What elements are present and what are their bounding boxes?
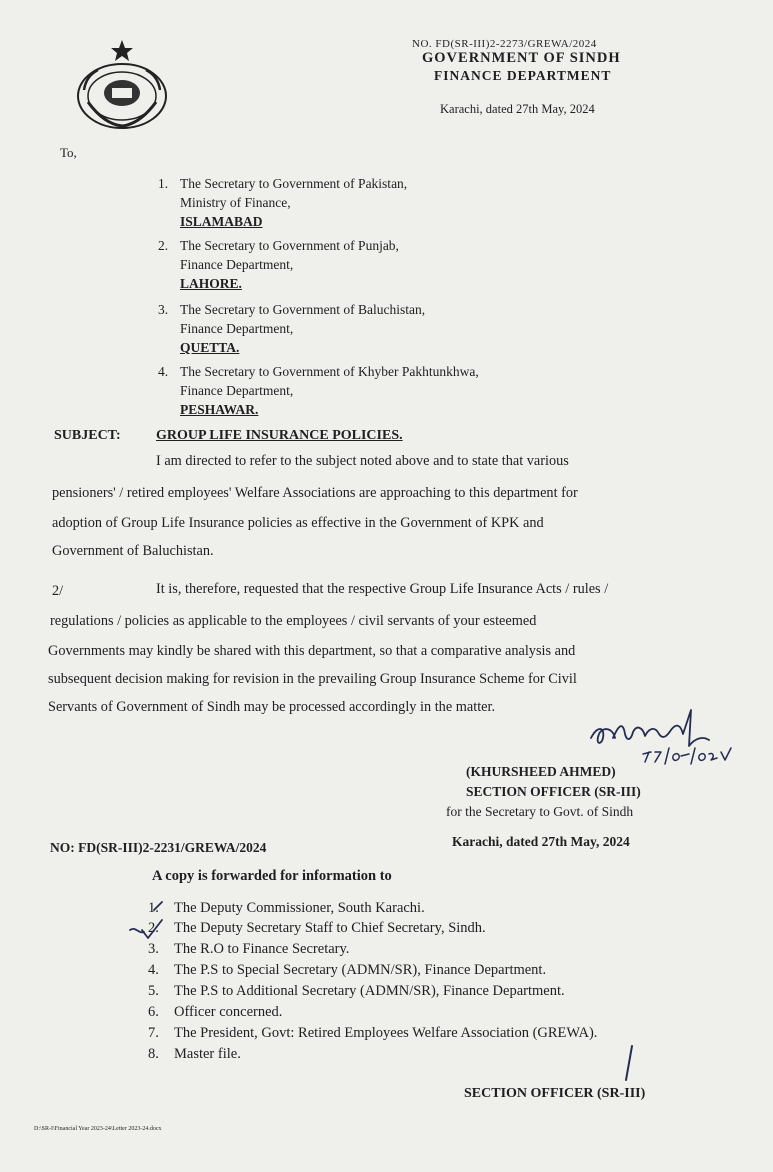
paragraph1-line: pensioners' / retired employees' Welfare Associations are approaching to this department for — [52, 485, 578, 501]
addressee-line2: Finance Department, — [180, 257, 294, 272]
addressee-line2: Ministry of Finance, — [180, 195, 291, 210]
signatory-for-line: for the Secretary to Govt. of Sindh — [446, 804, 634, 819]
copy-item-number: 6. — [148, 1004, 159, 1020]
pen-tick-mark-icon — [128, 900, 172, 944]
copy-item-number: 4. — [148, 962, 159, 978]
paragraph2-line: subsequent decision making for revision in the prevailing Group Insurance Scheme for Civil — [48, 671, 577, 687]
subject-label: SUBJECT: — [54, 428, 121, 443]
copy-item-text: The P.S to Special Secretary (ADMN/SR), Finance Department. — [174, 962, 547, 978]
copy-list — [148, 898, 728, 1078]
paragraph1-line: Government of Baluchistan. — [52, 543, 214, 559]
addressee-line1: The Secretary to Government of Baluchistan, — [180, 302, 426, 317]
subject-text: GROUP LIFE INSURANCE POLICIES. — [156, 428, 403, 443]
copy-item-text: The P.S to Additional Secretary (ADMN/SR), Finance Department. — [174, 983, 565, 999]
copy-item-number: 7. — [148, 1025, 159, 1041]
addressee-city: LAHORE. — [180, 276, 242, 291]
addressee-3 — [158, 300, 578, 360]
addressee-city: ISLAMABAD — [180, 214, 263, 229]
signatory-name: (KHURSHEED AHMED) — [466, 764, 616, 779]
paragraph1-line: adoption of Group Life Insurance policies as effective in the Government of KPK and — [52, 515, 544, 531]
paragraph2-line: Servants of Government of Sindh may be processed accordingly in the matter. — [48, 699, 496, 715]
reference-number: NO: FD(SR-III)2-2231/GREWA/2024 — [50, 840, 267, 855]
to-label: To, — [60, 145, 77, 160]
paragraph2-line: It is, therefore, requested that the respective Group Life Insurance Acts / rules / — [156, 581, 609, 597]
addressee-line1: The Secretary to Government of Pakistan, — [180, 176, 408, 191]
addressee-line1: The Secretary to Government of Punjab, — [180, 238, 399, 253]
copy-item-number: 8. — [148, 1046, 159, 1062]
copy-item-text: The R.O to Finance Secretary. — [174, 941, 350, 957]
addressee-line2: Finance Department, — [180, 383, 294, 398]
paragraph2-line: Governments may kindly be shared with this department, so that a comparative analysis and — [48, 643, 576, 659]
header-date: Karachi, dated 27th May, 2024 — [440, 102, 595, 116]
copy-item-text: The Deputy Secretary Staff to Chief Secretary, Sindh. — [174, 920, 486, 936]
addressee-1 — [158, 174, 578, 234]
government-of-sindh-seal-icon — [74, 38, 170, 134]
final-signature-designation: SECTION OFFICER (SR-III) — [464, 1086, 646, 1101]
handwritten-signature-icon — [585, 704, 757, 770]
paragraph2-line: regulations / policies as applicable to the employees / civil servants of your esteemed — [50, 613, 537, 629]
reference-date: Karachi, dated 27th May, 2024 — [452, 834, 630, 849]
paragraph1-line: I am directed to refer to the subject noted above and to state that various — [156, 453, 569, 469]
copy-item-text: Officer concerned. — [174, 1004, 283, 1020]
copy-item-number: 1. — [148, 900, 159, 916]
paragraph2-number: 2/ — [52, 583, 64, 599]
addressee-city: PESHAWAR. — [180, 402, 259, 417]
signatory-designation: SECTION OFFICER (SR-III) — [466, 784, 641, 799]
footer-file-path: D:\SR-I\Financial Year 2023-24\Letter 2023-24.docx — [34, 1126, 162, 1132]
addressee-number: 4. — [158, 364, 169, 379]
copy-forwarded-title: A copy is forwarded for information to — [152, 868, 392, 884]
copy-item-number: 2. — [148, 920, 159, 936]
addressee-line2: Finance Department, — [180, 321, 294, 336]
addressee-number: 3. — [158, 302, 169, 317]
copy-item-text: The President, Govt: Retired Employees Welfare Association (GREWA). — [174, 1025, 598, 1041]
addressee-number: 2. — [158, 238, 169, 253]
addressee-line1: The Secretary to Government of Khyber Pakhtunkhwa, — [180, 364, 479, 379]
department-title: FINANCE DEPARTMENT — [434, 68, 612, 83]
file-number: NO. FD(SR-III)2-2273/GREWA/2024 — [412, 38, 597, 50]
copy-item-text: Master file. — [174, 1046, 241, 1062]
government-title: GOVERNMENT OF SINDH — [422, 50, 621, 66]
copy-item-number: 3. — [148, 941, 159, 957]
copy-item-text: The Deputy Commissioner, South Karachi. — [174, 900, 425, 916]
addressee-city: QUETTA. — [180, 340, 240, 355]
copy-item-number: 5. — [148, 983, 159, 999]
addressee-2 — [158, 236, 578, 296]
pen-stroke-icon — [618, 1044, 638, 1084]
addressee-4 — [158, 362, 588, 422]
addressee-number: 1. — [158, 176, 169, 191]
